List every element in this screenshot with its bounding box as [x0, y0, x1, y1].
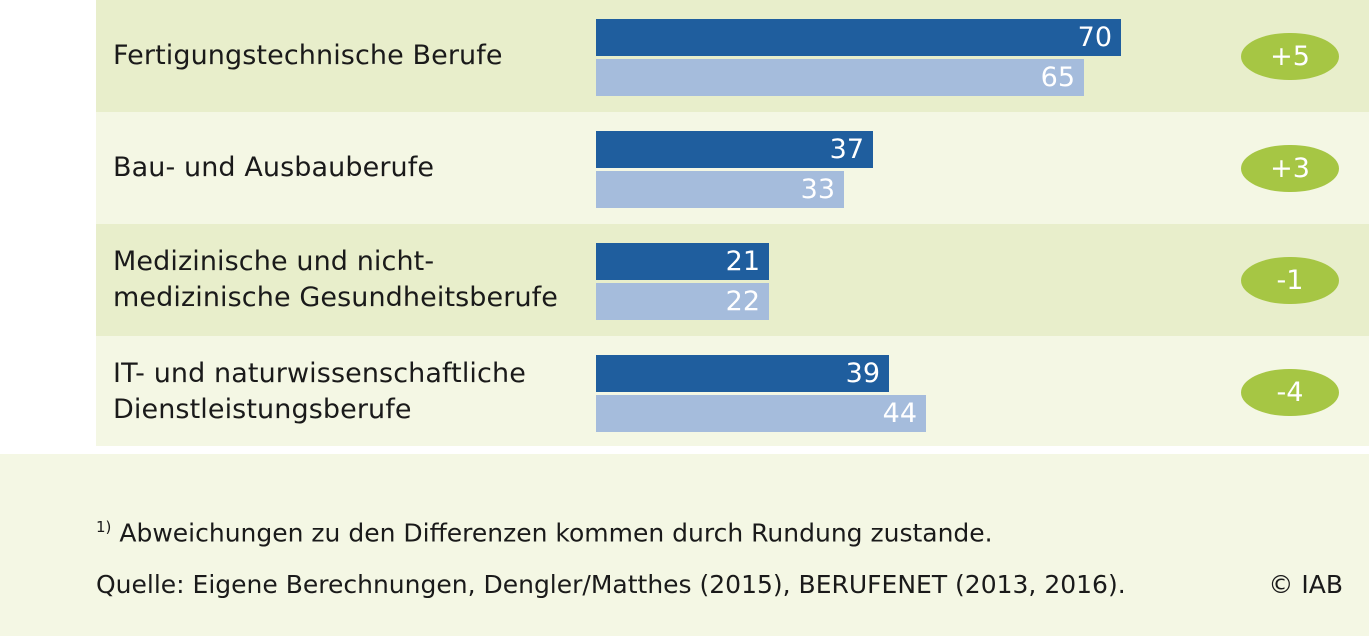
bar-group [596, 0, 1211, 112]
category-label-line: Bau- und Ausbauberufe [113, 152, 435, 184]
bar-value-2013: 22 [725, 286, 760, 317]
bar-value-2016: 39 [845, 358, 880, 389]
delta-cell [1211, 336, 1369, 448]
delta-cell [1211, 224, 1369, 336]
bar-series-2016 [596, 355, 889, 392]
bar-value-2016: 70 [1077, 22, 1112, 53]
footnote-marker: 1) [96, 518, 112, 536]
source-line: Quelle: Eigene Berechnungen, Dengler/Matthes (2015), BERUFENET (2013, 2016). [96, 570, 1126, 599]
bar-group [596, 112, 1211, 224]
copyright-credit: © IAB [1268, 570, 1343, 599]
bar-group [596, 224, 1211, 336]
figure-footer [0, 454, 1369, 636]
bar-value-2016: 21 [725, 246, 760, 277]
chart-row [96, 336, 1369, 448]
delta-badge: -1 [1241, 257, 1339, 304]
bar-value-2016: 37 [829, 134, 864, 165]
bar-value-2013: 65 [1040, 62, 1075, 93]
delta-cell [1211, 112, 1369, 224]
bar-series-2016 [596, 243, 769, 280]
section-divider [96, 446, 1369, 454]
category-label-line: Medizinische und nicht- [113, 246, 435, 278]
category-label-line: medizinische Gesundheitsberufe [113, 282, 558, 313]
bar-series-2016 [596, 19, 1121, 56]
category-label-line: IT- und naturwissenschaftliche [113, 358, 526, 390]
bar-group [596, 336, 1211, 448]
delta-badge: +3 [1241, 145, 1339, 192]
bar-value-2013: 44 [882, 398, 917, 429]
delta-badge: +5 [1241, 33, 1339, 80]
bar-series-2013 [596, 59, 1084, 96]
category-label-line: Fertigungstechnische Berufe [113, 40, 503, 72]
category-label-line: Dienstleistungsberufe [113, 394, 412, 425]
bar-series-2013 [596, 283, 769, 320]
category-label [96, 150, 596, 186]
delta-badge: -4 [1241, 369, 1339, 416]
chart-row [96, 224, 1369, 336]
bar-series-2016 [596, 131, 873, 168]
chart-row [96, 0, 1369, 112]
category-label [96, 244, 596, 315]
chart-plot-area [96, 0, 1369, 452]
chart-row [96, 112, 1369, 224]
footnote [96, 518, 993, 547]
bar-series-2013 [596, 395, 926, 432]
bar-value-2013: 33 [800, 174, 835, 205]
category-label [96, 356, 596, 427]
bar-series-2013 [596, 171, 844, 208]
category-label [96, 38, 596, 74]
footnote-text: Abweichungen zu den Differenzen kommen durch Rundung zustande. [111, 518, 993, 548]
delta-cell [1211, 0, 1369, 112]
